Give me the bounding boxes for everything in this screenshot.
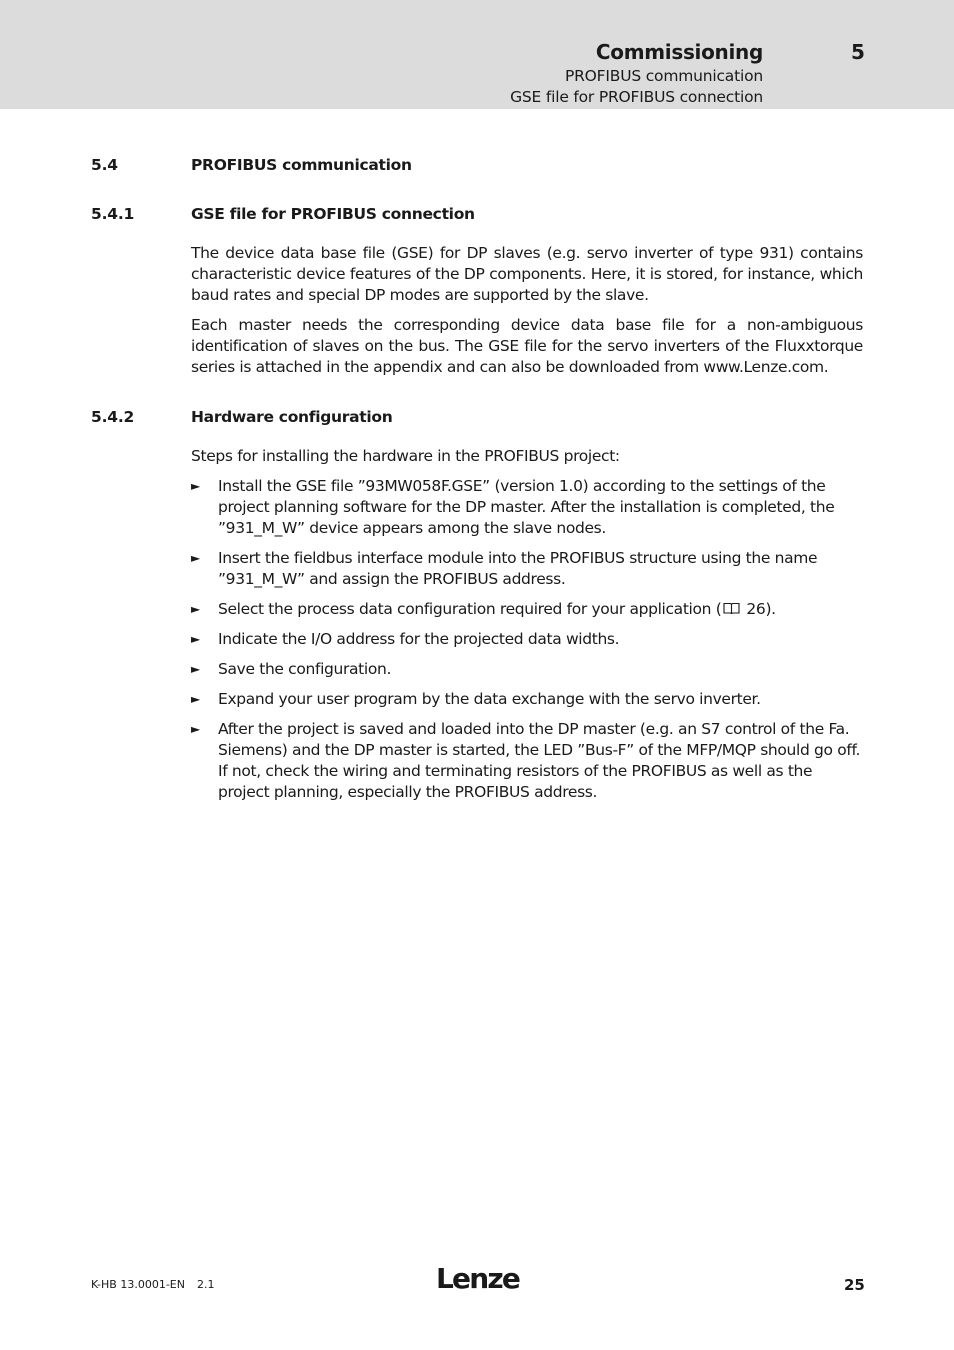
header-subtitle-2: GSE file for PROFIBUS connection xyxy=(510,88,763,106)
triangle-bullet-icon: ► xyxy=(191,551,200,565)
page-number: 25 xyxy=(844,1276,865,1294)
step-text: Install the GSE file ”93MW058F.GSE” (version 1.0) according to the settings of the project planning software for the DP master. After the installation is completed, the ”931_M_W” device appears among the slave nodes. xyxy=(218,477,835,537)
gse-paragraph-2: Each master needs the corresponding device data base file for a non-ambiguous identification of slaves on the bus. The GSE file for the servo inverters of the Fluxxtorque series is attached in the appendix and can also be downloaded from www.Lenze.com. xyxy=(191,316,863,376)
step-text-before: Select the process data configuration required for your application ( xyxy=(218,600,722,618)
section-5-4-number: 5.4 xyxy=(91,156,118,174)
section-5-4-title: PROFIBUS communication xyxy=(191,156,412,174)
list-item xyxy=(191,548,863,590)
hardware-intro: Steps for installing the hardware in the PROFIBUS project: xyxy=(191,447,620,465)
footer-doc-number: K-HB 13.0001-EN xyxy=(91,1278,185,1291)
step-text: Indicate the I/O address for the projected data widths. xyxy=(218,630,620,648)
header-title: Commissioning xyxy=(595,40,763,64)
page-header xyxy=(0,0,954,109)
triangle-bullet-icon: ► xyxy=(191,632,200,646)
section-5-4-2-title: Hardware configuration xyxy=(191,408,393,426)
list-item xyxy=(191,719,863,803)
list-item xyxy=(191,476,863,539)
step-text: Insert the fieldbus interface module into the PROFIBUS structure using the name ”931_M_W” and assign the PROFIBUS address. xyxy=(218,549,818,588)
book-icon xyxy=(723,602,740,615)
page-reference-link[interactable]: 26 xyxy=(746,600,766,618)
footer-document-id xyxy=(91,1278,214,1291)
triangle-bullet-icon: ► xyxy=(191,692,200,706)
step-text: After the project is saved and loaded into the DP master (e.g. an S7 control of the Fa. Siemens) and the DP master is started, the LED ”Bus-F” of the MFP/MQP should go off. If not, check the wiring and terminating resistors of the PROFIBUS as well as the project planning, especially the PROFIBUS address. xyxy=(218,720,861,801)
section-5-4-1-title: GSE file for PROFIBUS connection xyxy=(191,205,475,223)
gse-paragraph-1: The device data base file (GSE) for DP slaves (e.g. servo inverter of type 931) contains characteristic device features of the DP components. Here, it is stored, for instance, which baud rates and special DP modes are supported by the slave. xyxy=(191,244,863,304)
header-chapter-number: 5 xyxy=(851,40,865,64)
triangle-bullet-icon: ► xyxy=(191,722,200,736)
triangle-bullet-icon: ► xyxy=(191,602,200,616)
triangle-bullet-icon: ► xyxy=(191,479,200,493)
step-text: Save the configuration. xyxy=(218,660,392,678)
step-text: Expand your user program by the data exchange with the servo inverter. xyxy=(218,690,761,708)
section-5-4-2-number: 5.4.2 xyxy=(91,408,135,426)
hardware-steps-list xyxy=(191,476,863,812)
list-item xyxy=(191,629,863,650)
lenze-logo: Lenze xyxy=(436,1262,520,1295)
triangle-bullet-icon: ► xyxy=(191,662,200,676)
step-text-after: ). xyxy=(765,600,776,618)
list-item xyxy=(191,659,863,680)
section-5-4-1-number: 5.4.1 xyxy=(91,205,135,223)
list-item xyxy=(191,599,863,620)
list-item xyxy=(191,689,863,710)
footer-version: 2.1 xyxy=(196,1278,215,1291)
header-subtitle-1: PROFIBUS communication xyxy=(564,67,763,85)
